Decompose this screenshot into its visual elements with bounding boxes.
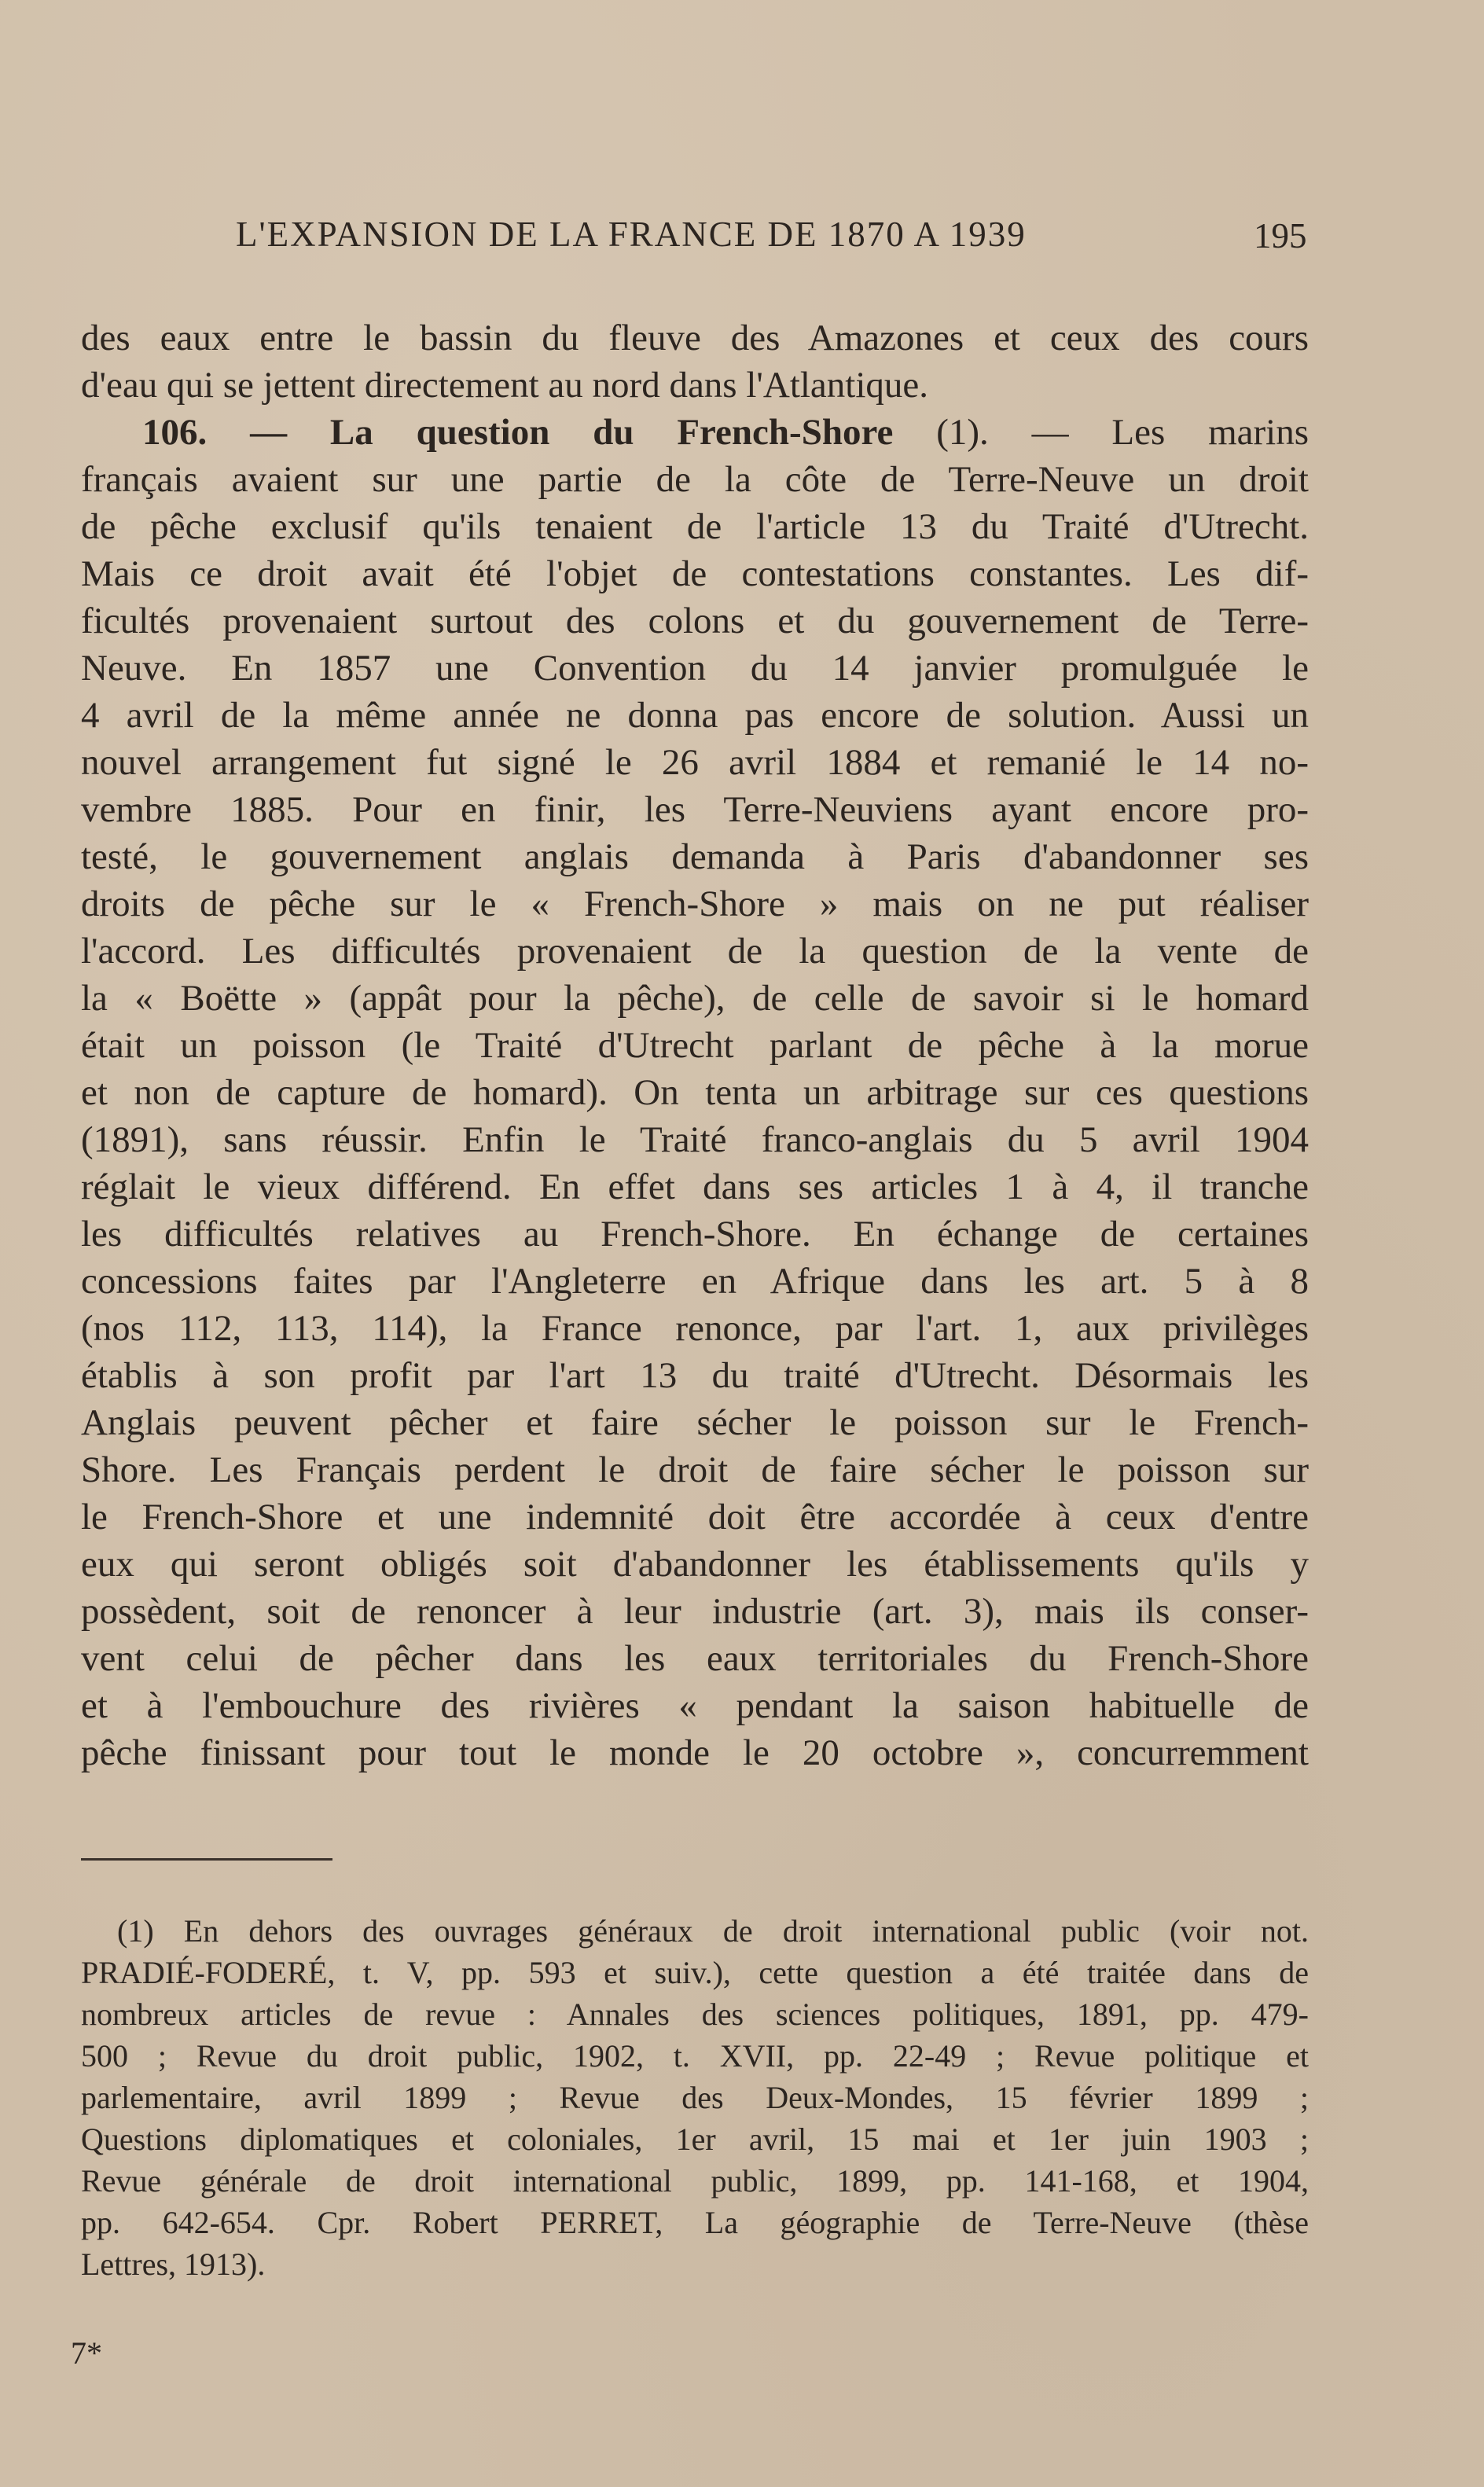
section-number: 106. [142, 412, 208, 453]
body-line: et à l'embouchure des rivières « pendant la saison habituelle de [81, 1685, 1309, 1726]
body-line: réglait le vieux différend. En effet dans ses articles 1 à 4, il tranche [81, 1166, 1309, 1207]
body-line: vent celui de pêcher dans les eaux territoriales du French-Shore [81, 1638, 1309, 1679]
body-line: le French-Shore et une indemnité doit être accordée à ceux d'entre [81, 1497, 1309, 1537]
signature-mark: 7* [71, 2335, 102, 2371]
footnote-line: nombreux articles de revue : Annales des sciences politiques, 1891, pp. 479- [81, 1997, 1309, 2032]
body-line: les difficultés relatives au French-Shore. En échange de certaines [81, 1214, 1309, 1255]
page-number: 195 [1254, 216, 1307, 255]
body-line: testé, le gouvernement anglais demanda à Paris d'abandonner ses [81, 836, 1309, 877]
footnote-line: parlementaire, avril 1899 ; Revue des Deux-Mondes, 15 février 1899 ; [81, 2080, 1309, 2115]
footnote-line: pp. 642-654. Cpr. Robert PERRET, La géographie de Terre-Neuve (thèse [81, 2205, 1309, 2240]
footnote-line: PRADIÉ-FODERÉ, t. V, pp. 593 et suiv.), cette question a été traitée dans de [81, 1955, 1309, 1990]
body-line: des eaux entre le bassin du fleuve des Amazones et ceux des cours [81, 318, 1309, 358]
body-line: de pêche exclusif qu'ils tenaient de l'article 13 du Traité d'Utrecht. [81, 506, 1309, 547]
body-line: d'eau qui se jettent directement au nord dans l'Atlantique. [81, 365, 929, 406]
body-text [81, 314, 1309, 1776]
body-line: (1891), sans réussir. Enfin le Traité franco-anglais du 5 avril 1904 [81, 1119, 1309, 1160]
footnote-reference: (1). [936, 412, 989, 453]
body-line: nouvel arrangement fut signé le 26 avril 1884 et remanié le 14 no- [81, 742, 1309, 783]
footnote-line: Questions diplomatiques et coloniales, 1er avril, 15 mai et 1er juin 1903 ; [81, 2121, 1309, 2157]
section-heading-line [81, 409, 1309, 456]
body-line: (nos 112, 113, 114), la France renonce, par l'art. 1, aux privilèges [81, 1308, 1309, 1349]
body-line: la « Boëtte » (appât pour la pêche), de celle de savoir si le homard [81, 978, 1309, 1019]
body-line: vembre 1885. Pour en finir, les Terre-Neuviens ayant encore pro- [81, 789, 1309, 830]
body-line: l'accord. Les difficultés provenaient de la question de la vente de [81, 931, 1309, 972]
body-line: était un poisson (le Traité d'Utrecht parlant de pêche à la morue [81, 1025, 1309, 1066]
running-title: L'EXPANSION DE LA FRANCE DE 1870 A 1939 [236, 215, 1027, 254]
body-line: concessions faites par l'Angleterre en Afrique dans les art. 5 à 8 [81, 1261, 1309, 1302]
footnote-line: 500 ; Revue du droit public, 1902, t. XVII, pp. 22-49 ; Revue politique et [81, 2038, 1309, 2074]
body-line: Neuve. En 1857 une Convention du 14 janvier promulguée le [81, 648, 1309, 689]
body-line: ficultés provenaient surtout des colons et du gouvernement de Terre- [81, 601, 1309, 641]
body-line: possèdent, soit de renoncer à leur industrie (art. 3), mais ils conser- [81, 1591, 1309, 1632]
section-opening-text: — Les marins [1031, 412, 1310, 453]
footnote-divider [81, 1858, 332, 1861]
body-line: Anglais peuvent pêcher et faire sécher le poisson sur le French- [81, 1402, 1309, 1443]
body-line: et non de capture de homard). On tenta un arbitrage sur ces questions [81, 1072, 1309, 1113]
body-line: français avaient sur une partie de la côte de Terre-Neuve un droit [81, 459, 1309, 500]
footnote-line: (1) En dehors des ouvrages généraux de droit international public (voir not. [117, 1913, 1309, 1949]
body-line: eux qui seront obligés soit d'abandonner les établissements qu'ils y [81, 1544, 1309, 1585]
body-line: Shore. Les Français perdent le droit de faire sécher le poisson sur [81, 1449, 1309, 1490]
footnote-line: Lettres, 1913). [81, 2246, 266, 2282]
body-line: pêche finissant pour tout le monde le 20 octobre », concurremment [81, 1732, 1309, 1773]
footnote-line: Revue générale de droit international public, 1899, pp. 141-168, et 1904, [81, 2163, 1309, 2199]
body-line: établis à son profit par l'art 13 du traité d'Utrecht. Désormais les [81, 1355, 1309, 1396]
body-line: 4 avril de la même année ne donna pas encore de solution. Aussi un [81, 695, 1309, 736]
section-title: — La question du French-Shore [250, 412, 894, 453]
body-line: Mais ce droit avait été l'objet de contestations constantes. Les dif- [81, 553, 1309, 594]
body-line: droits de pêche sur le « French-Shore » mais on ne put réaliser [81, 883, 1309, 924]
footnote [81, 1910, 1309, 2285]
